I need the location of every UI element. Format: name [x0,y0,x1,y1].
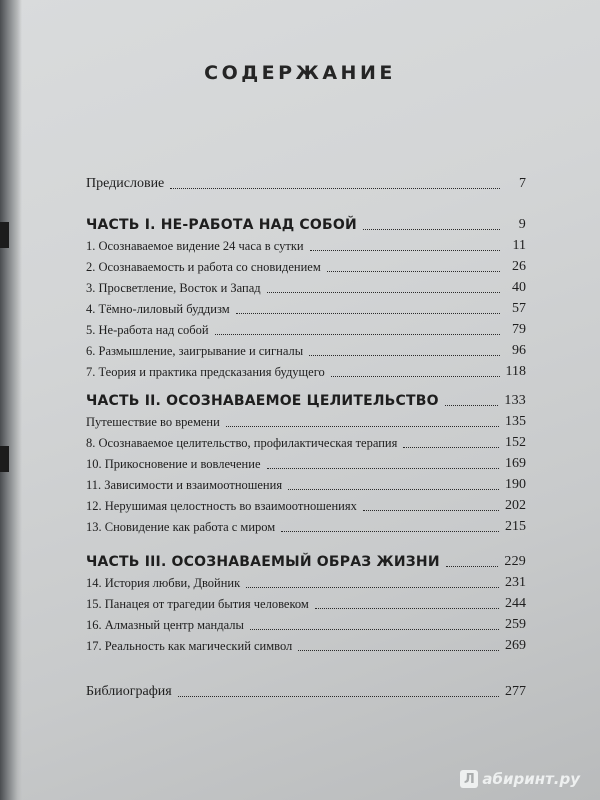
toc-label: 3. Просветление, Восток и Запад [86,281,261,295]
labirint-logo-icon: Л [460,770,478,788]
toc-label: 17. Реальность как магический символ [86,639,293,653]
toc-label: 1. Осознаваемое видение 24 часа в сутки [86,239,304,253]
toc-label: 6. Размышление, заигрывание и сигналы [86,344,304,358]
toc-page-number: 190 [505,477,526,492]
toc-leader-dots [178,695,499,697]
toc-label: ЧАСТЬ I. НЕ-РАБОТА НАД СОБОЙ [86,217,357,233]
toc-label: 15. Панацея от трагедии бытия человеком [86,597,309,611]
watermark-logo [460,770,580,788]
toc-leader-dots [331,375,500,377]
toc-page-number: 244 [505,596,526,611]
toc-page-number: 152 [505,435,526,450]
toc-entry [86,494,526,514]
toc-entry [86,318,526,338]
toc-page-number: 118 [505,364,526,379]
watermark-text: абиринт.ру [482,770,580,788]
toc-label: 16. Алмазный центр мандалы [86,618,244,632]
toc-entry [86,452,526,472]
toc-leader-dots [310,249,500,251]
page-title: СОДЕРЖАНИЕ [204,62,396,84]
toc-leader-dots [403,446,499,448]
toc-entry-bibliography [86,680,526,700]
toc-entry [86,571,526,591]
toc-leader-dots [309,354,500,356]
toc-page-number: 215 [505,519,526,534]
toc-leader-dots [445,404,499,406]
toc-page-number: 26 [512,259,526,274]
edge-mark [0,446,9,472]
toc-leader-dots [215,333,500,335]
toc-page-number: 135 [505,414,526,429]
toc-page-number: 231 [505,575,526,590]
toc-label: ЧАСТЬ II. ОСОЗНАВАЕМОЕ ЦЕЛИТЕЛЬСТВО [86,393,439,409]
toc-leader-dots [267,291,500,293]
toc-page-number: 269 [505,638,526,653]
toc-part-heading [86,389,526,409]
toc-page-number: 96 [512,343,526,358]
toc-entry [86,297,526,317]
toc-label: Предисловие [86,176,165,191]
toc-label: ЧАСТЬ III. ОСОЗНАВАЕМЫЙ ОБРАЗ ЖИЗНИ [86,554,440,570]
toc-page-number: 169 [505,456,526,471]
toc-page-number: 277 [505,684,526,699]
toc-label: Библиография [86,684,172,699]
toc-label: 14. История любви, Двойник [86,576,241,590]
toc-leader-dots [363,228,500,230]
toc-page-number: 40 [512,280,526,295]
toc-leader-dots [250,628,499,630]
toc-leader-dots [246,586,499,588]
toc-entry-preface [86,172,526,192]
toc-label: 13. Сновидение как работа с миром [86,520,276,534]
toc-leader-dots [298,649,499,651]
toc-page-number: 202 [505,498,526,513]
toc-part-heading [86,213,526,233]
toc-label: 11. Зависимости и взаимоотношения [86,478,283,492]
toc-page-number: 57 [512,301,526,316]
toc-entry [86,234,526,254]
toc-label: 10. Прикосновение и вовлечение [86,457,261,471]
toc-part-heading [86,550,526,570]
toc-entry [86,431,526,451]
toc-label: Путешествие во времени [86,415,220,429]
toc-entry [86,360,526,380]
toc-page-number: 9 [518,217,526,232]
toc-page-number: 133 [504,393,526,408]
edge-mark [0,222,9,248]
toc-label: 7. Теория и практика предсказания будущего [86,365,325,379]
toc-leader-dots [170,187,500,189]
toc-leader-dots [236,312,500,314]
toc-entry [86,339,526,359]
toc-entry [86,276,526,296]
toc-label: 2. Осознаваемость и работа со сновидением [86,260,321,274]
toc-label: 12. Нерушимая целостность во взаимоотношениях [86,499,357,513]
book-spine-edge [0,0,22,800]
toc-entry [86,634,526,654]
toc-leader-dots [363,509,499,511]
toc-entry [86,592,526,612]
toc-leader-dots [446,565,499,567]
toc-page-number: 229 [504,554,526,569]
toc-entry [86,255,526,275]
toc-leader-dots [281,530,499,532]
toc-page-number: 79 [512,322,526,337]
toc-page-number: 11 [512,238,526,253]
toc-leader-dots [267,467,500,469]
toc-entry [86,613,526,633]
toc-label: 8. Осознаваемое целительство, профилактическая терапия [86,436,398,450]
toc-entry [86,410,526,430]
toc-leader-dots [315,607,499,609]
toc-leader-dots [226,425,499,427]
toc-entry [86,515,526,535]
toc-label: 4. Тёмно-лиловый буддизм [86,302,230,316]
toc-leader-dots [327,270,500,272]
toc-entry [86,473,526,493]
toc-page-number: 7 [519,176,526,191]
toc-label: 5. Не-работа над собой [86,323,209,337]
toc-page-number: 259 [505,617,526,632]
toc-leader-dots [288,488,499,490]
